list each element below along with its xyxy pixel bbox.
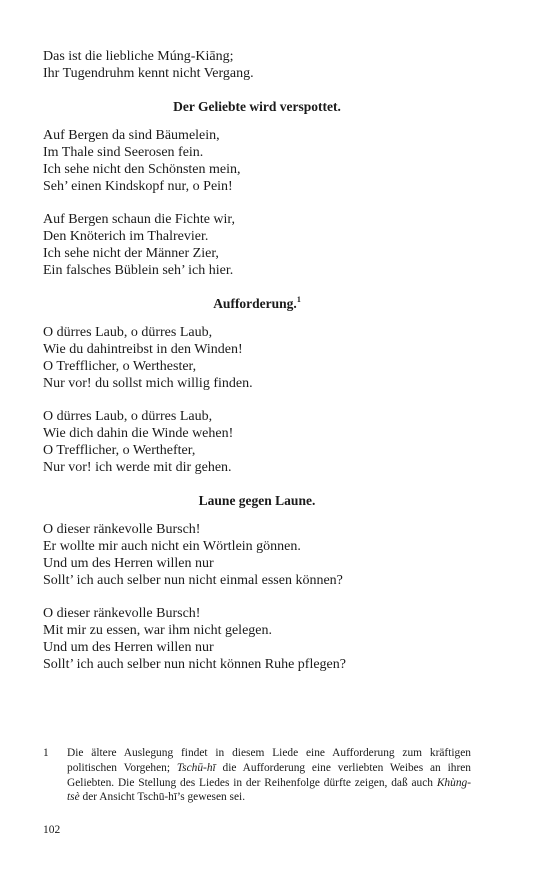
verse-line: Sollt’ ich auch selber nun nicht einmal essen können? xyxy=(43,573,343,588)
verse-line: Nur vor! du sollst mich willig finden. xyxy=(43,376,253,391)
verse-line: Das ist die liebliche Múng-Kiāng; xyxy=(43,49,234,64)
verse-line: Und um des Herren willen nur xyxy=(43,556,214,571)
footnote-text-part: die Aufforderung eine verliebten Weibes an ihren Geliebten. Die Stellung des Liedes in der Reihenfolge dürfte zeigen, daß auch xyxy=(67,761,471,789)
verse-line: Den Knöterich im Thalrevier. xyxy=(43,229,209,244)
stanza xyxy=(43,605,471,673)
verse-line: Er wollte mir auch nicht ein Wörtlein gönnen. xyxy=(43,539,301,554)
poem-title-text: Aufforderung. xyxy=(213,296,297,311)
footnote-text-part: Die ältere Auslegung findet in diesem Liede eine Aufforderung zum kräftigen politischen Vorgehen; xyxy=(67,747,471,774)
verse-line: Auf Bergen schaun die Fichte wir, xyxy=(43,212,236,227)
verse-line: Ein falsches Büblein seh’ ich hier. xyxy=(43,263,234,278)
footnote-italic-name: Khùng-tsè xyxy=(67,776,471,804)
verse-line: O dürres Laub, o dürres Laub, xyxy=(43,409,213,424)
poem-title xyxy=(43,98,471,115)
page-number: 102 xyxy=(43,824,61,836)
verse-line: Nur vor! ich werde mit dir gehen. xyxy=(43,460,232,475)
footnote-italic-name: Tschū-hī xyxy=(176,761,216,774)
poem-title-text: Laune gegen Laune. xyxy=(198,493,316,508)
page-body xyxy=(43,48,471,689)
footnote xyxy=(43,746,471,805)
footnote-text-part: der Ansicht Tschū-hī’s gewesen sei. xyxy=(79,791,246,804)
verse-line: Im Thale sind Seerosen fein. xyxy=(43,145,204,160)
verse-line: O Trefflicher, o Werthefter, xyxy=(43,443,196,458)
stanza xyxy=(43,48,471,82)
poem-title-text: Der Geliebte wird verspottet. xyxy=(173,99,341,114)
verse-line: O dieser ränkevolle Bursch! xyxy=(43,522,201,537)
verse-line: Auf Bergen da sind Bäumelein, xyxy=(43,128,220,143)
footnote-ref[interactable]: 1 xyxy=(296,295,301,304)
stanza xyxy=(43,408,471,476)
poem-title xyxy=(43,492,471,509)
verse-line: Mit mir zu essen, war ihm nicht gelegen. xyxy=(43,623,272,638)
poem-title xyxy=(43,295,471,312)
stanza xyxy=(43,211,471,279)
verse-line: Wie du dahintreibst in den Winden! xyxy=(43,342,243,357)
verse-line: Ihr Tugendruhm kennt nicht Vergang. xyxy=(43,66,254,81)
stanza xyxy=(43,521,471,589)
stanza xyxy=(43,324,471,392)
verse-line: Ich sehe nicht der Männer Zier, xyxy=(43,246,219,261)
stanza xyxy=(43,127,471,195)
verse-line: Ich sehe nicht den Schönsten mein, xyxy=(43,162,241,177)
verse-line: O dieser ränkevolle Bursch! xyxy=(43,606,201,621)
verse-line: O dürres Laub, o dürres Laub, xyxy=(43,325,213,340)
verse-line: Und um des Herren willen nur xyxy=(43,640,214,655)
verse-line: Sollt’ ich auch selber nun nicht können Ruhe pflegen? xyxy=(43,657,346,672)
footnote-text xyxy=(67,746,471,805)
verse-line: O Trefflicher, o Werthester, xyxy=(43,359,197,374)
verse-line: Wie dich dahin die Winde wehen! xyxy=(43,426,234,441)
verse-line: Seh’ einen Kindskopf nur, o Pein! xyxy=(43,179,233,194)
footnote-number: 1 xyxy=(43,747,49,759)
